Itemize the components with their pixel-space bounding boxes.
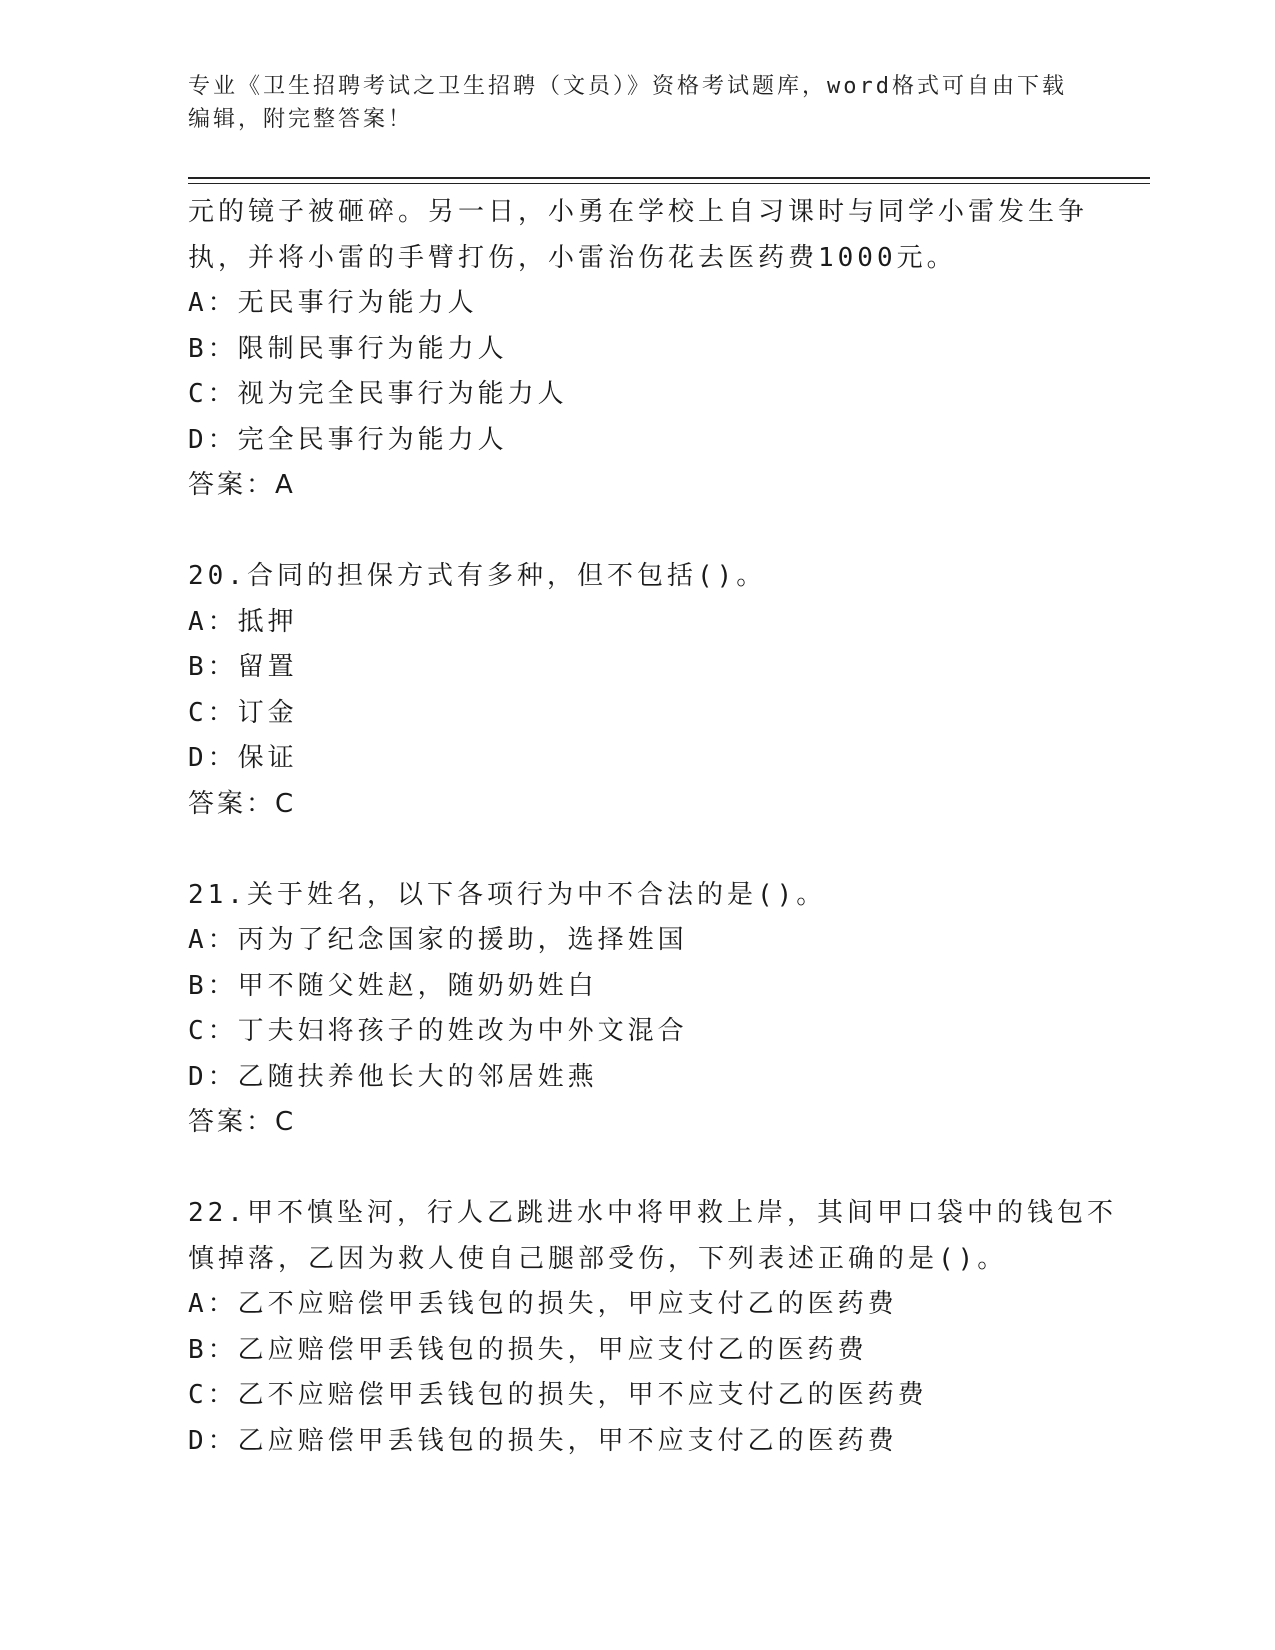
question-21: [188, 873, 1088, 1146]
answer-line: 答案：C: [188, 1107, 297, 1137]
option-b: B：留置: [188, 652, 298, 682]
spacer: [188, 1146, 1088, 1192]
option-a: A：无民事行为能力人: [188, 288, 478, 318]
header-title-line-2: 编辑，附完整答案！: [188, 107, 414, 132]
question-stem-line: 慎掉落，乙因为救人使自己腿部受伤，下列表述正确的是()。: [188, 1243, 1008, 1274]
question-stem-line: 元的镜子被砸碎。另一日，小勇在学校上自习课时与同学小雷发生争: [188, 197, 1089, 227]
answer-line: 答案：A: [188, 470, 296, 500]
header-title-line-1: 专业《卫生招聘考试之卫生招聘（文员）》资格考试题库，word格式可自由下载: [188, 74, 1067, 99]
option-b: B：乙应赔偿甲丢钱包的损失，甲应支付乙的医药费: [188, 1334, 868, 1365]
spacer: [188, 509, 1088, 555]
option-c: C：订金: [188, 697, 298, 728]
option-d: D：保证: [188, 743, 298, 773]
option-b: B：限制民事行为能力人: [188, 333, 508, 364]
question-stem-line: 22.甲不慎坠河，行人乙跳进水中将甲救上岸，其间甲口袋中的钱包不: [188, 1198, 1117, 1228]
option-a: A：丙为了纪念国家的援助，选择姓国: [188, 925, 688, 955]
question-20: [188, 554, 1088, 827]
option-c: C：乙不应赔偿甲丢钱包的损失，甲不应支付乙的医药费: [188, 1380, 928, 1410]
question-content: [188, 190, 1117, 1464]
question-stem-line: 21.关于姓名，以下各项行为中不合法的是()。: [188, 879, 827, 910]
header-divider-thin: [188, 183, 1150, 184]
option-d: D：乙随扶养他长大的邻居姓燕: [188, 1061, 598, 1092]
answer-line: 答案：C: [188, 788, 297, 819]
question-22: [188, 1191, 1117, 1464]
question-19-continued: [188, 190, 1088, 509]
option-a: A：抵押: [188, 606, 298, 637]
option-a: A：乙不应赔偿甲丢钱包的损失，甲应支付乙的医药费: [188, 1289, 898, 1319]
spacer: [188, 827, 1088, 873]
option-c: C：丁夫妇将孩子的姓改为中外文混合: [188, 1016, 688, 1046]
question-stem-line: 执，并将小雷的手臂打伤，小雷治伤花去医药费1000元。: [188, 242, 957, 273]
header-divider-thick: [188, 177, 1150, 179]
option-b: B：甲不随父姓赵，随奶奶姓白: [188, 970, 598, 1001]
option-c: C：视为完全民事行为能力人: [188, 379, 568, 409]
question-stem-line: 20.合同的担保方式有多种，但不包括()。: [188, 561, 767, 591]
page-header: [188, 70, 1088, 136]
option-d: D：完全民事行为能力人: [188, 424, 508, 455]
option-d: D：乙应赔偿甲丢钱包的损失，甲不应支付乙的医药费: [188, 1425, 898, 1456]
